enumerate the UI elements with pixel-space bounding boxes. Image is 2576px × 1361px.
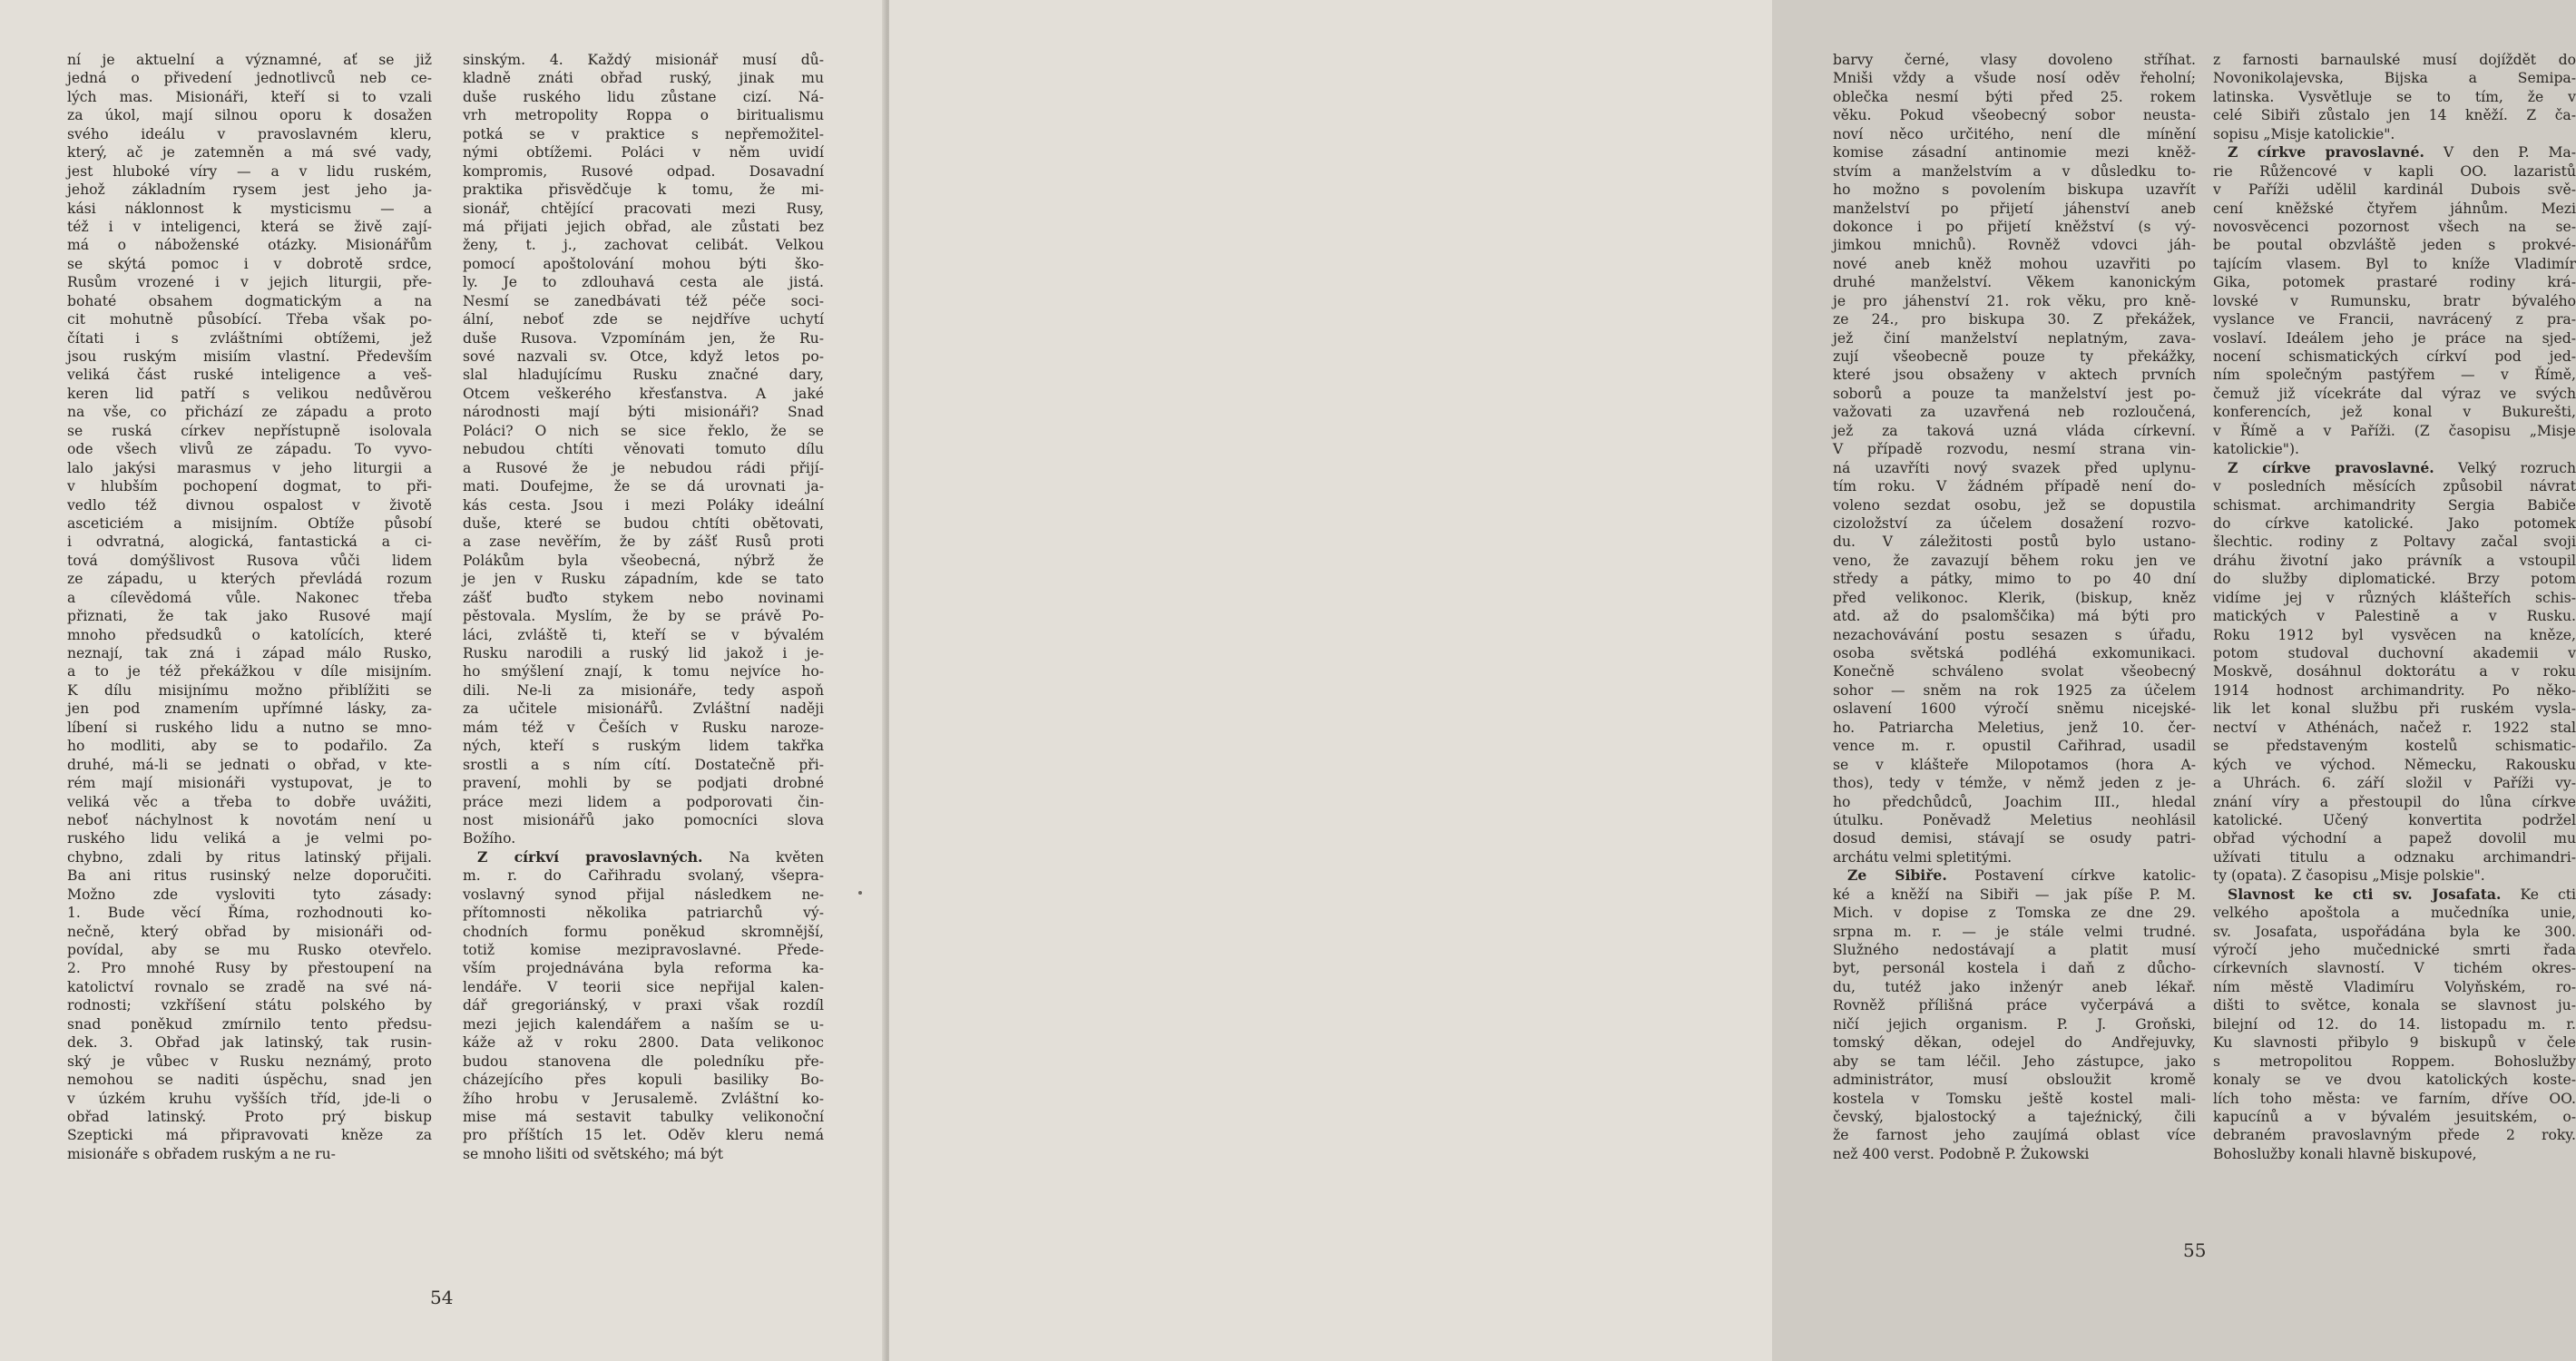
text-line: jsou ruským misiím vlastní. Především — [67, 348, 432, 365]
text-line: do církve katolické. Jako potomek — [2213, 514, 2576, 532]
text-line: a Uhrách. 6. září složil v Paříži vy- — [2213, 775, 2576, 792]
text-line: dář gregoriánský, v praxi však rozdíl — [463, 997, 824, 1014]
text-line: K dílu misijnímu možno přiblížiti se — [67, 681, 432, 699]
text-line: jež činí manželství neplatným, zava- — [1833, 329, 2196, 347]
text-line: sv. Josafata, uspořádána byla ke 300. — [2213, 923, 2576, 940]
text-line: s metropolitou Roppem. Bohoslužby — [2213, 1053, 2576, 1070]
text-line: do služby diplomatické. Brzy potom — [2213, 571, 2576, 588]
text-line: manželství po přijetí jáhenství aneb — [1833, 200, 2196, 217]
text-line: vyslance ve Francii, navrácený z pra- — [2213, 311, 2576, 328]
text-line: noví něco určitého, není dle mínění — [1833, 125, 2196, 142]
text-line: cit mohutně působící. Třeba však po- — [67, 311, 432, 328]
text-line: mám též v Češích v Rusku naroze- — [463, 719, 824, 736]
text-line: cházejícího přes kopuli basiliky Bo- — [463, 1072, 824, 1089]
text-line: katolictví rovnalo se zradě na své ná- — [67, 978, 432, 995]
text-line: bilejní od 12. do 14. listopadu m. r. — [2213, 1015, 2576, 1033]
text-line: ho možno s povolením biskupa uzavřít — [1833, 181, 2196, 199]
text-line: Otcem veškerého křesťanstva. A jaké — [463, 385, 824, 402]
text-line: archátu velmi spletitými. — [1833, 848, 2013, 866]
text-line: z farnosti barnaulské musí dojíždět do — [2213, 52, 2576, 68]
text-line: Z církve pravoslavné. Velký rozruch — [2228, 458, 2576, 476]
page-number-right: 55 — [2183, 1239, 2207, 1261]
text-line: kapucínů a v bývalém jesuitském, o- — [2213, 1108, 2576, 1125]
text-line: se mnoho lišiti od světského; má být — [463, 1145, 724, 1162]
text-line: v posledních měsících způsobil návrat — [2213, 478, 2576, 495]
text-line: mati. Doufejme, že se dá urovnati ja- — [463, 478, 824, 495]
text-line: aby se tam léčil. Jeho zástupce, jako — [1833, 1053, 2196, 1070]
text-line: nocení schismatických církví pod jed- — [2213, 348, 2576, 365]
text-line: jest hluboké víry — a v lidu ruském, — [67, 162, 432, 180]
text-line: Polákům byla všeobecná, nýbrž že — [463, 552, 824, 569]
text-line: obřad latinský. Proto prý biskup — [67, 1108, 432, 1125]
text-line: slal hladujícímu Rusku značné dary, — [463, 367, 824, 384]
text-line: barvy černé, vlasy dovoleno stříhat. — [1833, 52, 2196, 68]
text-line: v Paříži udělil kardinál Dubois svě- — [2213, 181, 2576, 199]
text-line: Nesmí se zanedbávati též péče soci- — [463, 292, 824, 309]
text-line: Moskvě, dosáhnul doktorátu a v roku — [2213, 663, 2576, 680]
text-line: Ku slavnosti přibylo 9 biskupů v čele — [2213, 1034, 2576, 1052]
text-line: svého ideálu v pravoslavném kleru, — [67, 125, 432, 142]
text-line: Božího. — [463, 830, 516, 847]
text-line: Mniši vždy a všude nosí oděv řeholní; — [1833, 70, 2196, 87]
text-line: zují všeobecně pouze ty překážky, — [1833, 348, 2196, 365]
text-line: které jsou obsaženy v aktech prvních — [1833, 367, 2196, 384]
text-line: jedná o přivedení jednotlivců neb ce- — [67, 70, 432, 87]
text-line: ní je aktuelní a významné, ať se již — [67, 52, 432, 68]
text-line: čemuž již vícekráte dal výraz ve svých — [2213, 385, 2576, 402]
text-line: středy a pátky, mimo to po 40 dní — [1833, 571, 2196, 588]
text-line: duše, které se budou chtíti obětovati, — [463, 514, 824, 532]
text-line: sové nazvali sv. Otce, když letos po- — [463, 348, 824, 365]
text-line: Ze Sibiře. Postavení církve katolic- — [1847, 867, 2197, 885]
text-line: že farnost jeho zaujímá oblast více — [1833, 1127, 2196, 1144]
text-line: kých ve východ. Německu, Rakousku — [2213, 756, 2576, 773]
text-line: přiznati, že tak jako Rusové mají — [67, 608, 432, 625]
text-line: káže až v roku 2800. Data velikonoc — [463, 1034, 824, 1052]
text-line: veno, že zavazují během roku jen ve — [1833, 552, 2196, 569]
text-line: čítati i s zvláštními obtížemi, jež — [67, 329, 432, 347]
text-line: též i v inteligenci, která se živě zají- — [67, 218, 432, 235]
text-line: pro příštích 15 let. Oděv kleru nemá — [463, 1127, 824, 1144]
text-line: čevský, bjalostocký a tajeźnický, čili — [1833, 1108, 2196, 1125]
text-line: mezi jejich kalendářem a naším se u- — [463, 1015, 824, 1033]
text-line: se v klášteře Milopotamos (hora A- — [1833, 756, 2196, 773]
text-line: stvím a manželstvím a v důsledku to- — [1833, 162, 2196, 180]
text-line: v hlubším pochopení dogmat, to při- — [67, 478, 432, 495]
text-line: veliká věc a třeba to dobře uvážiti, — [67, 793, 432, 810]
text-line: Rusům vrozené i v jejich liturgii, pře- — [67, 274, 432, 291]
text-line: znání víry a přestoupil do lůna církve — [2213, 793, 2576, 810]
right-page — [889, 0, 2576, 1361]
text-line: povídal, aby se mu Rusko otevřelo. — [67, 942, 432, 958]
text-line: atd. až do psalomščika) má býti pro — [1833, 608, 2196, 625]
text-line: važovati za uzavřená neb rozloučená, — [1833, 404, 2196, 421]
text-line: užívati titulu a odznaku archimandri- — [2213, 848, 2576, 866]
text-line: ty (opata). Z časopisu „Misje polskie". — [2213, 867, 2485, 885]
text-line: kási náklonnost k mysticismu — a — [67, 200, 432, 217]
text-line: ných, kteří s ruským lidem takřka — [463, 738, 824, 755]
text-line: lendáře. V teorii sice nepřijal kalen- — [463, 978, 824, 995]
text-line: ho modliti, aby se to podařilo. Za — [67, 738, 432, 755]
text-line: se ruská církev nepřístupně isolovala — [67, 422, 432, 439]
text-line: ální, neboť zde se nejdříve uchytí — [463, 311, 824, 328]
text-line: ský je vůbec v Rusku neznámý, proto — [67, 1053, 432, 1070]
text-line: ode všech vlivů ze západu. To vyvo- — [67, 441, 432, 458]
text-line: 2. Pro mnohé Rusy by přestoupení na — [67, 960, 432, 977]
text-line: druhé manželství. Věkem kanonickým — [1833, 274, 2196, 291]
text-line: voslavný synod přijal následkem ne- — [463, 886, 824, 903]
text-line: veliká část ruské inteligence a veš- — [67, 367, 432, 384]
text-line: matických v Palestině a v Rusku. — [2213, 608, 2576, 625]
text-line: a Rusové že je nebudou rádi přijí- — [463, 459, 824, 476]
text-line: Služného nedostávají a platit musí — [1833, 942, 2196, 958]
text-line: i odvratná, alogická, fantastická a ci- — [67, 534, 432, 551]
text-column-1 — [67, 51, 432, 1163]
text-line: práce mezi lidem a podporovati čin- — [463, 793, 824, 810]
text-line: pěstovala. Myslím, že by se právě Po- — [463, 608, 824, 625]
text-line: m. r. do Cařihradu svolaný, všepra- — [463, 867, 824, 885]
text-line: Rovněž přílišná práce vyčerpává a — [1833, 997, 2196, 1014]
text-line: novosvěcenci pozornost všech na se- — [2213, 218, 2576, 235]
text-line: bohaté obsahem dogmatickým a na — [67, 292, 432, 309]
text-line: potká se v praktice s nepřemožitel- — [463, 125, 824, 142]
text-line: ho smýšlení znají, k tomu nejvíce ho- — [463, 663, 824, 680]
text-line: 1. Bude věcí Říma, rozhodnouti ko- — [67, 905, 432, 922]
text-line: chybno, zdali by ritus latinský přijali. — [67, 848, 432, 866]
text-line: je jen v Rusku západním, kde se tato — [463, 571, 824, 588]
text-line: tová domýšlivost Rusova vůči lidem — [67, 552, 432, 569]
text-line: útulku. Poněvadž Meletius neohlásil — [1833, 811, 2196, 828]
text-line: Gika, potomek prastaré rodiny krá- — [2213, 274, 2576, 291]
text-line: Ba ani ritus rusinský nelze doporučiti. — [67, 867, 432, 885]
text-line: lích toho města: ve farním, dříve OO. — [2213, 1090, 2576, 1107]
text-line: má přijati jejich obřad, ale zůstati bez — [463, 218, 824, 235]
text-line: ho. Patriarcha Meletius, jenž 10. čer- — [1833, 719, 2196, 736]
text-line: má o náboženské otázky. Misionářům — [67, 237, 432, 254]
text-line: celé Sibiři zůstalo jen 14 kněží. Z ča- — [2213, 107, 2576, 124]
text-line: duše Rusova. Vzpomínám jen, že Ru- — [463, 329, 824, 347]
text-line: dišti to světce, konala se slavnost ju- — [2213, 997, 2576, 1014]
text-line: Bohoslužby konali hlavně biskupové, — [2213, 1145, 2477, 1162]
ink-speck — [858, 891, 862, 895]
text-line: nové aneb kněž mohou uzavřiti po — [1833, 255, 2196, 272]
text-line: a zase nevěřím, že by zášť Rusů proti — [463, 534, 824, 551]
text-line: debraném pravoslavným předе 2 roky. — [2213, 1127, 2576, 1144]
text-line: dili. Ne-li za misionáře, tedy aspoň — [463, 681, 824, 699]
text-line: jehož základním rysem jest jeho ja- — [67, 181, 432, 199]
text-line: jež za taková uzná vláda církevní. — [1833, 422, 2196, 439]
text-line: neboť náchylnost k novotám není u — [67, 811, 432, 828]
text-line: než 400 verst. Podobně P. Żukowski — [1833, 1145, 2090, 1162]
text-line: na vše, co přichází ze západu a proto — [67, 404, 432, 421]
text-line: be poutal obzvláště jeden s prokvé- — [2213, 237, 2576, 254]
text-line: komise zásadní antinomie mezi kněž- — [1833, 144, 2196, 162]
text-line: nezachovávání postu sesazen s úřadu, — [1833, 626, 2196, 643]
text-line: pomocí apoštolování mohou býti ško- — [463, 255, 824, 272]
text-line: rém mají misionáři vystupovat, je to — [67, 775, 432, 792]
text-line: cení kněžské čtyřem jáhnům. Mezi — [2213, 200, 2576, 217]
text-line: kompromis, Rusové odpad. Dosavadní — [463, 162, 824, 180]
text-line: soborů a pouze ta manželství jest po- — [1833, 385, 2196, 402]
text-line: katolické. Učený konvertita podržel — [2213, 811, 2576, 828]
text-line: snad poněkud zmírnilo tento předsu- — [67, 1015, 432, 1033]
text-line: obřad východní a papež dovolil mu — [2213, 830, 2576, 847]
text-line: šlechtic. rodiny z Poltavy začal svoji — [2213, 534, 2576, 551]
text-line: druhé, má-li se jednati o obřad, v kte- — [67, 756, 432, 773]
text-line: ho předchůdců, Joachim III., hledal — [1833, 793, 2196, 810]
text-line: nebudou chtíti věnovati tomuto dílu — [463, 441, 824, 458]
text-line: Szepticki má připravovati kněze za — [67, 1127, 432, 1144]
text-line: jen pod znamením upřímné lásky, za- — [67, 700, 432, 718]
text-line: láci, zvláště ti, kteří se v bývalém — [463, 626, 824, 643]
text-line: schismat. archimandrity Sergia Babiče — [2213, 496, 2576, 514]
text-line: ním společným pastýřem — v Římě, — [2213, 367, 2576, 384]
text-line: thos), tedy v témže, v němž jeden z je- — [1833, 775, 2196, 792]
text-line: asceticiém a misijním. Obtíže působí — [67, 514, 432, 532]
text-line: vedlo též divnou ospalost v životě — [67, 496, 432, 514]
text-line: Mich. v dopise z Tomska ze dne 29. — [1833, 905, 2196, 922]
text-line: potom studoval duchovní akademii v — [2213, 645, 2576, 661]
text-line: nemohou se naditi úspěchu, snad jen — [67, 1072, 432, 1089]
text-line: jimkou mnichů). Rovněž vdovci jáh- — [1833, 237, 2196, 254]
text-line: oslavení 1600 výročí sněmu nicejské- — [1833, 700, 2196, 718]
text-line: a to je též překážkou v díle misijním. — [67, 663, 432, 680]
text-line: velkého apoštola a mučedníka unie, — [2213, 905, 2576, 922]
text-line: konaly se ve dvou katolických koste- — [2213, 1072, 2576, 1089]
text-line: praktika přisvědčuje k tomu, že mi- — [463, 181, 824, 199]
text-line: ze západu, u kterých převládá rozum — [67, 571, 432, 588]
text-line: nečně, který obřad by misionáři od- — [67, 923, 432, 940]
text-line: ničí jejich organism. P. J. Groňski, — [1833, 1015, 2196, 1033]
text-line: líbení si ruského lidu a nutno se mno- — [67, 719, 432, 736]
text-line: lik let konal službu při ruském vysla- — [2213, 700, 2576, 718]
text-line: neznají, tak zná i západ málo Rusko, — [67, 645, 432, 661]
text-line: sohor — sněm na rok 1925 za účelem — [1833, 681, 2196, 699]
text-line: vence m. r. opustil Cařihrad, usadil — [1833, 738, 2196, 755]
text-line: výročí jeho mučednické smrti řada — [2213, 942, 2576, 958]
text-line: žího hrobu v Jerusalemě. Zvláštní ko- — [463, 1090, 824, 1107]
text-line: vrh metropolity Roppa o biritualismu — [463, 107, 824, 124]
text-line: lalo jakýsi marasmus v jeho liturgii a — [67, 459, 432, 476]
text-line: lých mas. Misionáři, kteří si to vzali — [67, 88, 432, 105]
text-line: v Římě a v Paříži. (Z časopisu „Misje — [2213, 422, 2576, 439]
text-line: oblečka nesmí býti před 25. rokem — [1833, 88, 2196, 105]
text-line: vším projednávána byla reforma ka- — [463, 960, 824, 977]
text-line: který, ač je zatemněn a má své vady, — [67, 144, 432, 162]
text-line: Rusku narodili a ruský lid jakož i je- — [463, 645, 824, 661]
text-line: dokonce i po přijetí kněžství (s vý- — [1833, 218, 2196, 235]
text-line: du, tutéž jako inženýr aneb lékař. — [1833, 978, 2196, 995]
left-page — [0, 0, 886, 1361]
text-line: se představeným kostelů schismatic- — [2213, 738, 2576, 755]
text-line: Konečně schváleno svolat všeobecný — [1833, 663, 2196, 680]
text-line: nost misionářů jako pomocníci slova — [463, 811, 824, 828]
text-line: srpna m. r. — je stále velmi trudné. — [1833, 923, 2196, 940]
text-line: dek. 3. Obřad jak latinský, tak rusin- — [67, 1034, 432, 1052]
text-line: Z církví pravoslavných. Na květen — [477, 847, 824, 866]
text-line: nými obtížemi. Poláci v něm uvidí — [463, 144, 824, 162]
text-line: mise má sestavit tabulky velikonoční — [463, 1108, 824, 1125]
text-line: Roku 1912 byl vysvěcen na kněze, — [2213, 626, 2576, 643]
text-line: ná uzavříti nový svazek před uplynu- — [1833, 459, 2196, 476]
text-line: Poláci? O nich se sice řeklo, že se — [463, 422, 824, 439]
text-line: budou stanovena dle poledníku pře- — [463, 1053, 824, 1070]
text-line: sopisu „Misje katolickie". — [2213, 125, 2395, 142]
text-line: voleno sezdat osobu, jež se dopustila — [1833, 496, 2196, 514]
text-line: 1914 hodnost archimandrity. Po něko- — [2213, 681, 2576, 699]
text-line: dosud demisi, stávají se osudy patri- — [1833, 830, 2196, 847]
text-line: ruského lidu veliká a je velmi po- — [67, 830, 432, 847]
text-line: je pro jáhenství 21. rok věku, pro kně- — [1833, 292, 2196, 309]
text-line: Možno zde vysloviti tyto zásady: — [67, 886, 432, 903]
text-column-3 — [1833, 51, 2196, 1163]
text-line: církevních slavností. V tichém okres- — [2213, 960, 2576, 977]
text-line: před velikonoc. Klerik, (biskup, kněz — [1833, 589, 2196, 606]
text-line: latinska. Vysvětluje se to tím, že v — [2213, 88, 2576, 105]
text-line: chodních formu poněkud skromnější, — [463, 923, 824, 940]
text-line: věku. Pokud všeobecný sobor neusta- — [1833, 107, 2196, 124]
text-line: administrátor, musí obsloužit kromě — [1833, 1072, 2196, 1089]
text-line: katolickie"). — [2213, 441, 2299, 458]
text-line: konferencích, jež konal v Bukurešti, — [2213, 404, 2576, 421]
text-line: Novonikolajevska, Bijska a Semipa- — [2213, 70, 2576, 87]
text-line: pravení, mohli by se podjati drobné — [463, 775, 824, 792]
text-line: rie Růžencové v kapli OO. lazaristů — [2213, 162, 2576, 180]
text-line: ze 24., pro biskupa 30. Z překážek, — [1833, 311, 2196, 328]
text-line: V případě rozvodu, nesmí strana vin- — [1833, 441, 2196, 458]
text-line: za úkol, mají silnou oporu k dosažen — [67, 107, 432, 124]
text-line: totiž komise mezipravoslavné. Přede- — [463, 942, 824, 958]
text-line: du. V záležitosti postů bylo ustano- — [1833, 534, 2196, 551]
text-line: Slavnost ke cti sv. Josafata. Ke cti — [2228, 885, 2576, 903]
text-line: za učitele misionářů. Zvláštní naději — [463, 700, 824, 718]
text-line: ly. Je to zdlouhavá cesta ale jistá. — [463, 274, 824, 291]
text-line: a cílevědomá vůle. Nakonec třeba — [67, 589, 432, 606]
text-line: přítomnosti několika patriarchů vý- — [463, 905, 824, 922]
text-line: vidíme jej v různých klášteřích schis- — [2213, 589, 2576, 606]
text-line: kladně znáti obřad ruský, jinak mu — [463, 70, 824, 87]
text-line: ké a kněží na Sibiři — jak píše P. M. — [1833, 886, 2196, 903]
text-line: misionáře s obřadem ruským a ne ru- — [67, 1145, 336, 1162]
text-line: ženy, t. j., zachovat celibát. Velkou — [463, 237, 824, 254]
text-line: osoba světská podléhá exkomunikaci. — [1833, 645, 2196, 661]
text-line: tomský děkan, odejel do Andřejuvky, — [1833, 1034, 2196, 1052]
text-line: se skýtá pomoc i v dobrotě srdce, — [67, 255, 432, 272]
text-line: kás cesta. Jsou i mezi Poláky ideální — [463, 496, 824, 514]
text-line: Z církve pravoslavné. V den P. Ma- — [2228, 143, 2576, 162]
text-column-4 — [2213, 51, 2576, 1163]
text-line: mnoho předsudků o katolících, které — [67, 626, 432, 643]
text-line: zášť buďto stykem nebo novinami — [463, 589, 824, 606]
text-line: lovské v Rumunsku, bratr bývalého — [2213, 292, 2576, 309]
text-line: nectví v Athénách, načež r. 1922 stal — [2213, 719, 2576, 736]
text-line: tajícím vlasem. Byl to kníže Vladimír — [2213, 255, 2576, 272]
text-line: dráhu životní jako právník a vstoupil — [2213, 552, 2576, 569]
text-line: byt, personál kostela i daň z důcho- — [1833, 960, 2196, 977]
text-line: národnosti mají býti misionáři? Snad — [463, 404, 824, 421]
text-line: rodnosti; vzkříšení státu polského by — [67, 997, 432, 1014]
text-line: kostela v Tomsku ještě kostel mali- — [1833, 1090, 2196, 1107]
text-line: cizoložství za účelem dosažení rozvo- — [1833, 514, 2196, 532]
text-line: keren lid patří s velikou nedůvěrou — [67, 385, 432, 402]
text-line: tím roku. V žádném případě není do- — [1833, 478, 2196, 495]
text-line: sionář, chtějící pracovati mezi Rusy, — [463, 200, 824, 217]
text-line: duše ruského lidu zůstane cizí. Ná- — [463, 88, 824, 105]
text-line: sinským. 4. Každý misionář musí dů- — [463, 52, 824, 68]
page-number-left: 54 — [430, 1287, 454, 1308]
text-line: srostli a s ním cítí. Dostatečně při- — [463, 756, 824, 773]
text-line: voslaví. Ideálem jeho je práce na sjed- — [2213, 329, 2576, 347]
text-line: v úzkém kruhu vyšších tříd, jde-li o — [67, 1090, 432, 1107]
text-column-2 — [463, 51, 824, 1163]
text-line: ním městě Vladimíru Volyňském, ro- — [2213, 978, 2576, 995]
